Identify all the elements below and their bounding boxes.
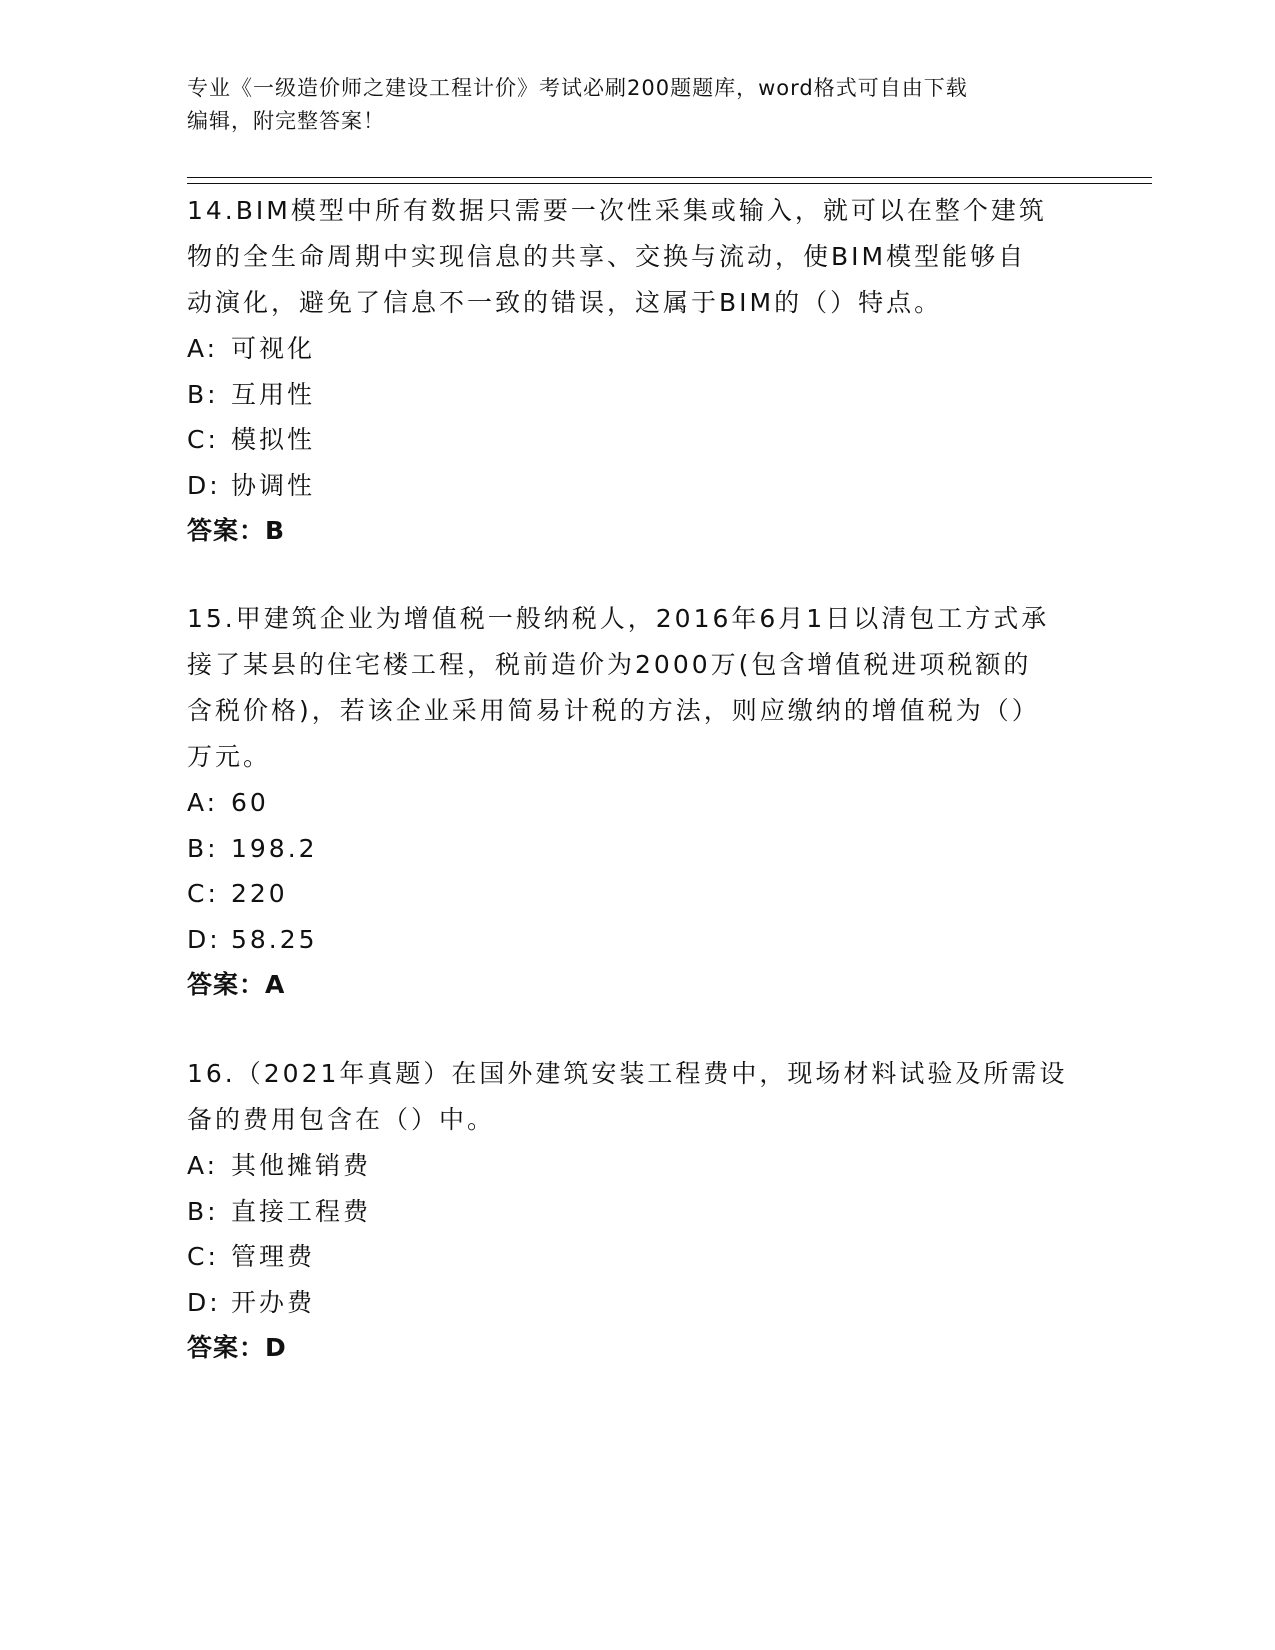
option-text: 220 (231, 879, 288, 908)
option-key: A: (187, 788, 219, 817)
header-line-1: 专业《一级造价师之建设工程计价》考试必刷200题题库，word格式可自由下载 (187, 76, 968, 100)
option-key: D: (187, 1287, 221, 1317)
option-b (187, 372, 1087, 418)
option-text: 其他摊销费 (231, 1151, 372, 1180)
option-key: D: (187, 470, 221, 500)
option-d (187, 1280, 1087, 1326)
option-c (187, 871, 1087, 917)
option-key: D: (187, 924, 221, 954)
header-divider-top (187, 177, 1152, 178)
option-text: 可视化 (231, 334, 316, 363)
option-b (187, 1189, 1087, 1235)
question-16 (187, 1051, 1087, 1371)
option-a (187, 780, 1087, 826)
option-key: B: (187, 833, 219, 863)
question-14 (187, 188, 1087, 554)
option-text: 互用性 (231, 379, 316, 409)
question-stem-line: 含税价格)，若该企业采用简易计税的方法，则应缴纳的增值税为（） (187, 696, 1040, 725)
question-stem-line: 动演化，避免了信息不一致的错误，这属于BIM的（）特点。 (187, 288, 943, 317)
option-text: 协调性 (231, 470, 316, 500)
option-key: C: (187, 425, 219, 454)
question-stem-line: 15.甲建筑企业为增值税一般纳税人，2016年6月1日以清包工方式承 (187, 604, 1050, 633)
option-text: 管理费 (231, 1242, 316, 1271)
option-key: A: (187, 334, 219, 363)
option-key: C: (187, 1242, 219, 1271)
option-text: 开办费 (231, 1287, 316, 1317)
option-key: C: (187, 879, 219, 908)
option-a (187, 1143, 1087, 1189)
option-d (187, 463, 1087, 509)
option-c (187, 417, 1087, 463)
question-stem-line: 备的费用包含在（）中。 (187, 1105, 496, 1134)
header-line-2: 编辑，附完整答案！ (187, 109, 385, 133)
question-stem-line: 万元。 (187, 742, 272, 771)
option-text: 直接工程费 (231, 1196, 372, 1226)
document-header (187, 72, 1087, 138)
option-c (187, 1234, 1087, 1280)
question-stem-line: 14.BIM模型中所有数据只需要一次性采集或输入，就可以在整个建筑 (187, 196, 1047, 225)
answer-line: 答案：A (187, 970, 286, 999)
option-a (187, 326, 1087, 372)
option-d (187, 917, 1087, 963)
answer-line: 答案：D (187, 1333, 287, 1362)
option-key: B: (187, 379, 219, 409)
question-stem-line: 16.（2021年真题）在国外建筑安装工程费中，现场材料试验及所需设 (187, 1059, 1068, 1088)
question-stem-line: 接了某县的住宅楼工程，税前造价为2000万(包含增值税进项税额的 (187, 650, 1032, 679)
question-stem-line: 物的全生命周期中实现信息的共享、交换与流动，使BIM模型能够自 (187, 242, 1027, 271)
option-key: B: (187, 1196, 219, 1226)
option-text: 58.25 (231, 924, 318, 954)
option-text: 198.2 (231, 833, 318, 863)
option-text: 模拟性 (231, 425, 316, 454)
option-b (187, 826, 1087, 872)
answer-line: 答案：B (187, 516, 286, 545)
option-key: A: (187, 1151, 219, 1180)
header-divider-bottom (187, 183, 1152, 184)
option-text: 60 (231, 788, 269, 817)
question-15 (187, 596, 1087, 1008)
